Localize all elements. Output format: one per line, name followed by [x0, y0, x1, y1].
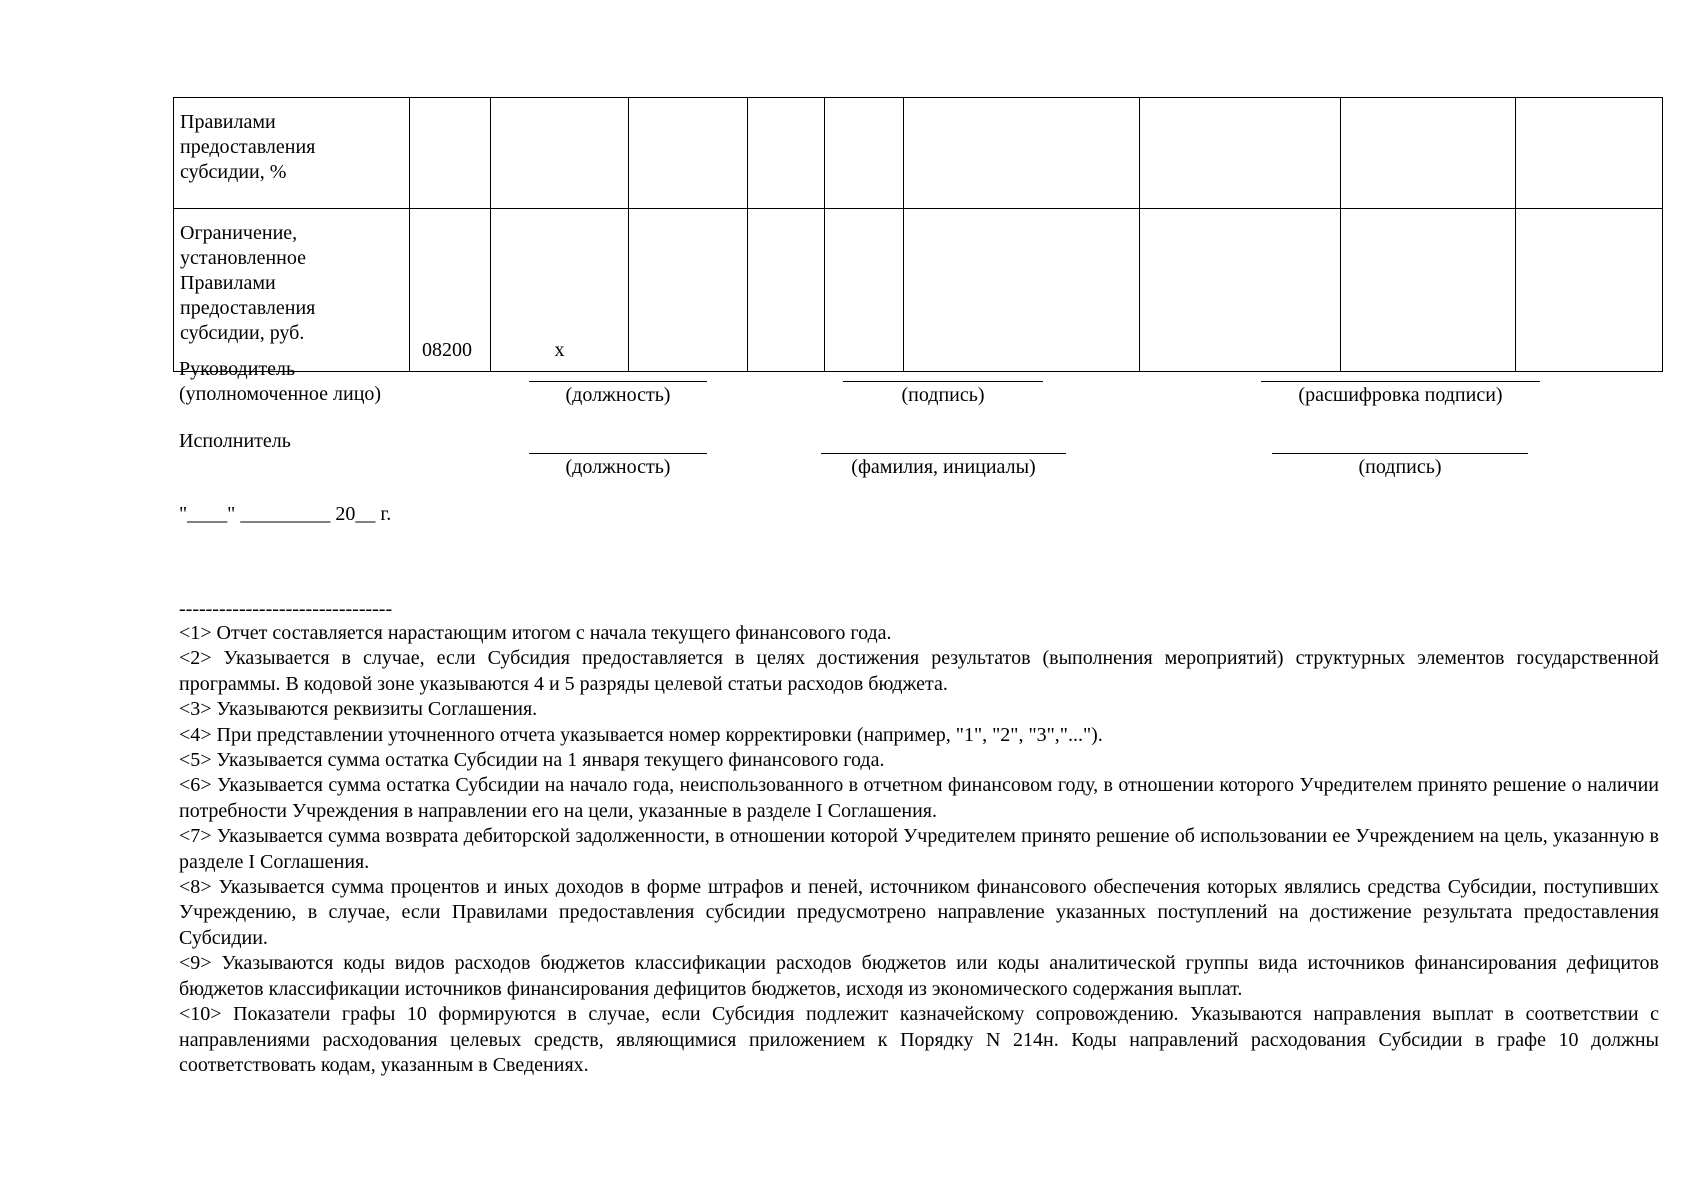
footnote: <6> Указывается сумма остатка Субсидии на начало года, неиспользованного в отчетном финансовом году, в отношении которого Учредителем принято решение о наличии потребности Учреждения в направлении его на цели, указанные в разделе I Соглашения. [179, 774, 1659, 822]
footnote: <2> Указывается в случае, если Субсидия предоставляется в целях достижения результатов (выполнения мероприятий) структурных элементов государственной программы. В кодовой зоне указываются 4 и 5 разряды целевой статьи расходов бюджета. [179, 647, 1659, 695]
table-cell: x [491, 209, 629, 372]
table-cell [825, 209, 904, 372]
table-row [174, 209, 1663, 372]
executor-signature-line [1272, 453, 1528, 454]
footnote: <1> Отчет составляется нарастающим итогом с начала текущего финансового года. [179, 622, 892, 644]
footnote: <3> Указываются реквизиты Соглашения. [179, 698, 538, 721]
date-field: "____" _________ 20__ г. [179, 503, 392, 525]
table-cell [748, 209, 825, 372]
table-cell [1516, 209, 1663, 372]
table-cell [904, 209, 1140, 372]
executor-name-line [821, 453, 1066, 454]
position-line [529, 381, 707, 382]
footnote: <5> Указывается сумма остатка Субсидии на 1 января текущего финансового года. [179, 749, 885, 772]
footnote-divider: -------------------------------- [179, 598, 393, 620]
position-caption: (должность) [565, 384, 671, 406]
footnote: <9> Указываются коды видов расходов бюджетов классификации расходов бюджетов или коды аналитической группы вида источников финансирования дефицитов бюджетов классификации источников финансирования дефицитов бюджетов, исходя из экономического содержания выплат. [179, 952, 1659, 1000]
report-table [173, 97, 1663, 372]
executor-name-caption: (фамилия, инициалы) [851, 456, 1036, 478]
executor-label: Исполнитель [179, 430, 291, 452]
table-cell [1516, 98, 1663, 209]
table-cell [491, 98, 629, 209]
table-cell [629, 209, 748, 372]
signature-decoding-line [1261, 381, 1540, 382]
footnote: <7> Указывается сумма возврата дебиторской задолженности, в отношении которой Учредителем принято решение об использовании ее Учреждением на цель, указанную в разделе I Соглашения. [179, 825, 1659, 873]
footnotes [179, 621, 1659, 1078]
signature-caption: (подпись) [901, 384, 985, 406]
row-label: Правилами предоставления субсидии, % [174, 98, 410, 209]
table-cell [1140, 98, 1341, 209]
executor-position-line [529, 453, 707, 454]
footnote: <10> Показатели графы 10 формируются в случае, если Субсидия подлежит казначейскому сопровождению. Указываются направления выплат в соответствии с направлениями расходования целевых средств, являющимися приложением к Порядку N 214н. Коды направлений расходования Субсидии в графе 10 должны соответствовать кодам, указанным в Сведениях. [179, 1003, 1659, 1076]
table-cell [1341, 98, 1516, 209]
table-row [174, 98, 1663, 209]
table-cell [748, 98, 825, 209]
executor-position-caption: (должность) [565, 456, 671, 478]
row-code: 08200 [410, 209, 491, 372]
table-cell [904, 98, 1140, 209]
row-code [410, 98, 491, 209]
signature-decoding-caption: (расшифровка подписи) [1298, 384, 1503, 406]
executor-signature-caption: (подпись) [1358, 456, 1442, 478]
footnote: <8> Указывается сумма процентов и иных доходов в форме штрафов и пеней, источником финансового обеспечения которых являлись средства Субсидии, поступивших Учреждению, в случае, если Правилами предоставления субсидии предусмотрено направление указанных поступлений на достижение результата предоставления Субсидии. [179, 876, 1659, 949]
table-cell [825, 98, 904, 209]
row-label: Ограничение, установленное Правилами предоставления субсидии, руб. [174, 209, 410, 372]
head-label: Руководитель (уполномоченное лицо) [179, 358, 382, 405]
table-cell [1341, 209, 1516, 372]
table-cell [629, 98, 748, 209]
footnote: <4> При представлении уточненного отчета указывается номер корректировки (например, "1", "2", "3","..."). [179, 723, 1103, 746]
table-cell [1140, 209, 1341, 372]
signature-line [843, 381, 1043, 382]
